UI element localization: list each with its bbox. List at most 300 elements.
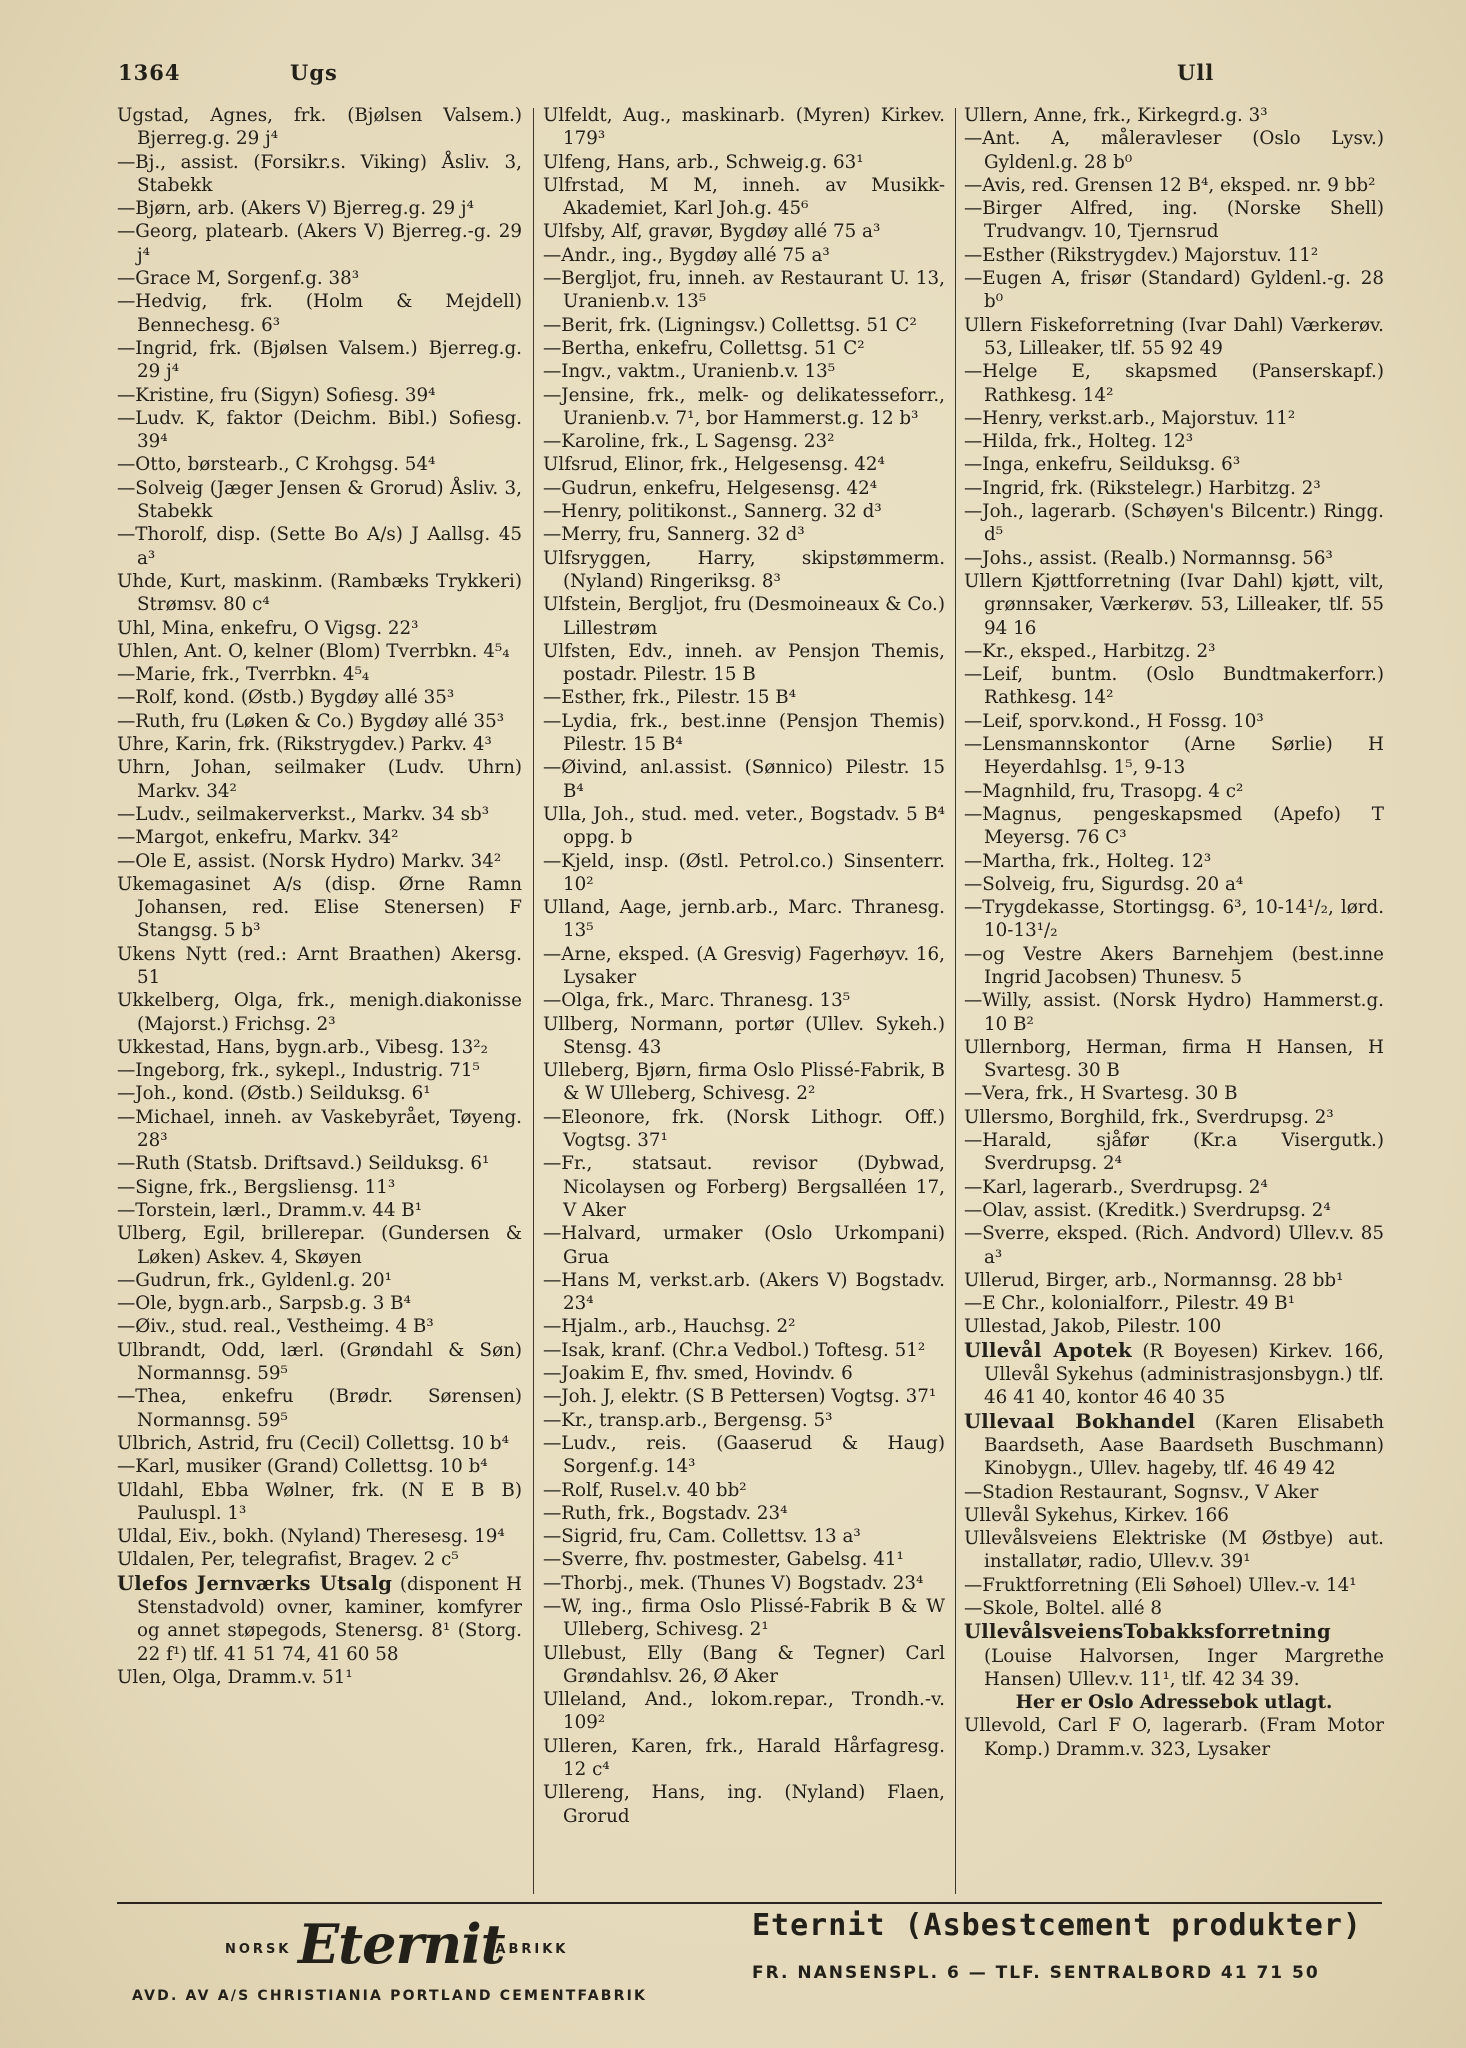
entry-text: Ulfeldt, Aug., maskinarb. (Myren) Kirkev. 179³ (543, 105, 951, 150)
entry-text: —Torstein, lærl., Dramm.v. 44 B¹ (117, 1199, 423, 1221)
directory-entry (964, 989, 1390, 1036)
directory-entry (117, 1385, 528, 1432)
entry-text: —Henry, politikonst., Sannerg. 32 d³ (543, 501, 882, 523)
directory-entry (964, 477, 1384, 500)
directory-entry (543, 1735, 951, 1782)
directory-entry (543, 477, 945, 500)
directory-entry (543, 244, 945, 267)
entry-text: (disponent H Stenstadvold) ovner, kaminer, komfyrer og annet støpegods, Stenersg. 8¹ (Storg. 22 f¹) tlf. 41 51 74, 41 60 58 (137, 1573, 528, 1665)
directory-entry (543, 1409, 945, 1432)
directory-entry (543, 593, 951, 640)
entry-text: —Arne, eksped. (A Gresvig) Fagerhøyv. 16, Lysaker (543, 943, 951, 988)
entry-text: —Eleonore, frk. (Norsk Lithogr. Off.) Vogtsg. 37¹ (543, 1106, 951, 1152)
directory-entry (543, 1572, 945, 1595)
entry-text: —Ole E, assist. (Norsk Hydro) Markv. 34² (117, 850, 502, 872)
directory-entry (117, 733, 522, 756)
entry-text: Ulfsryggen, Harry, skipstømmerm. (Nyland) Ringeriksg. 8³ (543, 547, 951, 592)
entry-text: —Ludv., reis. (Gaaserud & Haug) Sorgenf.g. 14³ (543, 1432, 951, 1478)
directory-entry (117, 523, 528, 570)
directory-entry (964, 1504, 1384, 1527)
directory-entry (964, 360, 1390, 407)
column-divider (533, 108, 534, 1894)
entry-text: —Fr., statsaut. revisor (Dybwad, Nicolaysen og Forberg) Bergsalléen 17, V Aker (543, 1153, 951, 1221)
entry-text: Uhl, Mina, enkefru, O Vigsg. 22³ (117, 617, 419, 639)
entry-text: —Willy, assist. (Norsk Hydro) Hammerst.g. 10 B² (964, 990, 1390, 1035)
directory-entry (964, 1338, 1390, 1410)
entry-text: —Signe, frk., Bergsliensg. 11³ (117, 1176, 396, 1198)
entry-text: —Ruth, fru (Løken & Co.) Bygdøy allé 35³ (117, 710, 505, 732)
entry-text: —W, ing., firma Oslo Plissé-Fabrik B & W Ulleberg, Schivesg. 2¹ (543, 1596, 951, 1641)
entry-text: —Øiv., stud. real., Vestheimg. 4 B³ (117, 1316, 434, 1338)
entry-text: —Johs., assist. (Realb.) Normannsg. 56³ (964, 547, 1333, 569)
directory-entry (964, 1222, 1390, 1269)
entry-text: —og Vestre Akers Barnehjem (best.inne Ingrid Jacobsen) Thunesv. 5 (964, 943, 1390, 988)
directory-entry (117, 663, 522, 686)
entry-text: —Isak, kranf. (Chr.a Vedbol.) Toftesg. 51² (543, 1339, 926, 1361)
entry-text: —Bertha, enkefru, Collettsg. 51 C² (543, 337, 865, 359)
entry-text: —Magnus, pengeskapsmed (Apefo) T Meyersg. 76 C³ (964, 803, 1390, 849)
directory-entry (117, 1315, 522, 1338)
directory-entry (543, 360, 945, 383)
entry-text: —Martha, frk., Holteg. 12³ (964, 850, 1212, 872)
directory-entry (964, 1527, 1390, 1574)
directory-entry (964, 197, 1390, 244)
entry-text: Uhlen, Ant. O, kelner (Blom) Tverrbkn. 4⁵₄ (117, 640, 510, 662)
entry-text: Ullernborg, Herman, firma H Hansen, H Svartesg. 30 B (964, 1036, 1390, 1082)
entry-text: Ulland, Aage, jernb.arb., Marc. Thranesg. 13⁵ (543, 897, 951, 942)
directory-entry (117, 1666, 522, 1689)
column-3 (964, 104, 1390, 1900)
entry-text: Ulleren, Karen, frk., Harald Hårfagresg. 12 c⁴ (543, 1735, 951, 1781)
entry-text: —Ingv., vaktm., Uranienb.v. 13⁵ (543, 361, 836, 383)
directory-entry (543, 803, 951, 850)
entry-text: Ukkestad, Hans, bygn.arb., Vibesg. 13²₂ (117, 1036, 488, 1058)
directory-entry (964, 500, 1390, 547)
entry-text: —E Chr., kolonialforr., Pilestr. 49 B¹ (964, 1293, 1296, 1315)
entry-text: —Margot, enkefru, Markv. 34² (117, 827, 399, 849)
entry-text: —Skole, Boltel. allé 8 (964, 1598, 1162, 1619)
directory-entry (117, 1222, 528, 1269)
directory-entry (543, 1059, 951, 1106)
entry-text: —Lensmannskontor (Arne Sørlie) H Heyerdahlsg. 1⁵, 9-13 (964, 734, 1390, 779)
directory-entry (117, 873, 528, 943)
entry-text: —Kjeld, insp. (Østl. Petrol.co.) Sinsenterr. 10² (543, 850, 951, 895)
directory-entry (964, 1269, 1384, 1292)
entry-text: —Ruth, frk., Bogstadv. 23⁴ (543, 1502, 788, 1524)
directory-entry (543, 1595, 951, 1642)
entry-text: —Bergljot, fru, inneh. av Restaurant U. 13, Uranienb.v. 13⁵ (543, 268, 951, 313)
entry-business-name: Ullevaal Bokhandel (964, 1409, 1196, 1433)
entry-text: Ullersmo, Borghild, frk., Sverdrupsg. 2³ (964, 1106, 1334, 1128)
directory-entry (964, 1315, 1384, 1338)
directory-entry (964, 1082, 1384, 1105)
entry-text: —Hans M, verkst.arb. (Akers V) Bogstadv. 23⁴ (543, 1269, 951, 1315)
entry-text: Ukkelberg, Olga, frk., menigh.diakonisse (Majorst.) Frichsg. 2³ (117, 990, 528, 1035)
entry-text: —Thorolf, disp. (Sette Bo A/s) J Aallsg. 45 a³ (117, 524, 528, 569)
entry-text: —Avis, red. Grensen 12 B⁴, eksped. nr. 9 bb² (964, 174, 1376, 196)
directory-entry (964, 1106, 1384, 1129)
directory-entry (543, 267, 951, 314)
directory-entry (117, 267, 522, 290)
directory-entry (543, 640, 951, 687)
entry-text: —Fruktforretning (Eli Søhoel) Ullev.-v. 14¹ (964, 1574, 1357, 1596)
directory-entry (543, 686, 945, 709)
directory-entry (964, 1714, 1390, 1761)
directory-entry (964, 1199, 1384, 1222)
directory-entry (543, 850, 951, 897)
entry-business-name: Ulefos Jernværks Utsalg (117, 1571, 393, 1595)
entry-text: Ulleberg, Bjørn, firma Oslo Plissé-Fabrik, B & W Ulleberg, Schivesg. 2² (543, 1060, 951, 1105)
entry-text: —Thea, enkefru (Brødr. Sørensen) Normannsg. 59⁵ (117, 1386, 528, 1431)
entry-text: Ulfstein, Bergljot, fru (Desmoineaux & Co.) Lillestrøm (543, 594, 951, 639)
directory-entry (964, 1691, 1384, 1714)
directory-entry (117, 197, 522, 220)
directory-entry (543, 1688, 951, 1735)
directory-entry (964, 710, 1384, 733)
entry-text: —Rolf, Rusel.v. 40 bb² (543, 1479, 747, 1501)
entry-text: —Karoline, frk., L Sagensg. 23² (543, 431, 835, 453)
entry-text: Ulfsby, Alf, gravør, Bygdøy allé 75 a³ (543, 221, 881, 243)
directory-entry (543, 453, 945, 476)
entry-text: —Karl, lagerarb., Sverdrupsg. 2⁴ (964, 1176, 1268, 1198)
directory-entry (964, 850, 1384, 873)
directory-entry (543, 710, 951, 757)
entry-text: —Hedvig, frk. (Holm & Mejdell) Bennechesg. 6³ (117, 291, 528, 336)
directory-entry (117, 220, 528, 267)
entry-business-name: UllevålsveiensTobakksforretning (964, 1620, 1331, 1644)
entry-text: —Karl, musiker (Grand) Collettsg. 10 b⁴ (117, 1456, 488, 1478)
column-2 (543, 104, 951, 1900)
entry-text: Uldalen, Per, telegrafist, Bragev. 2 c⁵ (117, 1549, 459, 1571)
eternit-logo: Eternit (298, 1912, 505, 1976)
entry-text: —Sverre, fhv. postmester, Gabelsg. 41¹ (543, 1549, 904, 1571)
directory-entry (117, 686, 522, 709)
directory-entry (543, 547, 951, 594)
directory-entry (117, 570, 528, 617)
entry-text: Ulbrich, Astrid, fru (Cecil) Collettsg. 10 b⁴ (117, 1432, 509, 1454)
directory-entry (964, 1129, 1390, 1176)
directory-entry (964, 1036, 1390, 1083)
entry-business-name: Ullevål Apotek (964, 1338, 1132, 1362)
directory-entry (117, 1269, 522, 1292)
directory-entry (117, 989, 528, 1036)
entry-text: Ulfrstad, M M, inneh. av Musikk-Akademiet, Karl Joh.g. 45⁶ (543, 174, 945, 220)
directory-entry (964, 453, 1384, 476)
directory-entry (117, 104, 528, 151)
directory-entry (117, 1432, 522, 1455)
entry-text: Ullern, Anne, frk., Kirkegrd.g. 3³ (964, 105, 1268, 126)
entry-text: Ullevold, Carl F O, lagerarb. (Fram Motor Komp.) Dramm.v. 323, Lysaker (964, 1715, 1390, 1760)
entry-text: (Louise Halvorsen, Inger Margrethe Hansen) Ullev.v. 11¹, tlf. 42 34 39. (984, 1622, 1390, 1690)
entry-text: —Georg, platearb. (Akers V) Bjerreg.-g. 29 j⁴ (117, 221, 528, 266)
entry-text: —Gudrun, enkefru, Helgesensg. 42⁴ (543, 477, 878, 499)
entry-text: —Esther, frk., Pilestr. 15 B⁴ (543, 687, 797, 709)
directory-entry (543, 314, 945, 337)
ad-norsk: NORSK (225, 1942, 292, 1957)
entry-text: —Grace M, Sorgenf.g. 38³ (117, 268, 360, 290)
directory-entry (964, 1292, 1384, 1315)
entry-text: Ulleland, And., lokom.repar., Trondh.-v. 109² (543, 1689, 951, 1734)
entry-text: Uldahl, Ebba Wølner, frk. (N E B B) Pauluspl. 1³ (117, 1479, 528, 1524)
entry-text: —Joh., lagerarb. (Schøyen's Bilcentr.) Ringg. d⁵ (964, 501, 1390, 546)
entry-text: —Helge E, skapsmed (Panserskapf.) Rathkesg. 14² (964, 361, 1390, 406)
entry-text: —Eugen A, frisør (Standard) Gyldenl.-g. 28 b⁰ (964, 268, 1390, 313)
column-divider (955, 108, 956, 1894)
page-number: 1364 (118, 60, 181, 85)
directory-entry (117, 1199, 522, 1222)
directory-entry (543, 151, 945, 174)
entry-text: —Henry, verkst.arb., Majorstuv. 11² (964, 407, 1296, 429)
directory-entry (964, 407, 1384, 430)
directory-entry (543, 1222, 951, 1269)
directory-entry (543, 384, 951, 431)
directory-entry (117, 617, 522, 640)
entry-text: (R Boyesen) Kirkev. 166, Ullevål Sykehus (administrasjonsbygn.) tlf. 46 41 40, kontor 46 40 35 (984, 1340, 1390, 1409)
entry-text: —Lydia, frk., best.inne (Pensjon Themis) Pilestr. 15 B⁴ (543, 710, 951, 756)
directory-entry (543, 1548, 945, 1571)
entry-text: —Ludv., seilmakerverkst., Markv. 34 sb³ (117, 803, 490, 825)
directory-entry (964, 1176, 1384, 1199)
entry-text: —Bj., assist. (Forsikr.s. Viking) Åsliv. 3, Stabekk (117, 151, 528, 196)
directory-entry (964, 803, 1390, 850)
directory-entry (543, 1269, 951, 1316)
directory-entry (964, 104, 1384, 127)
directory-entry (543, 1339, 945, 1362)
entry-text: —Andr., ing., Bygdøy allé 75 a³ (543, 244, 830, 266)
entry-text: —Olav, assist. (Kreditk.) Sverdrupsg. 2⁴ (964, 1199, 1331, 1221)
directory-entry (117, 1479, 528, 1526)
entry-text: —Birger Alfred, ing. (Norske Shell) Trudvangv. 10, Tjernsrud (964, 198, 1390, 243)
directory-entry (117, 337, 528, 384)
ad-title: Eternit (Asbestcement produkter) (752, 1908, 1362, 1943)
eternit-text-advert (752, 1908, 1392, 1983)
directory-entry (543, 500, 945, 523)
directory-entry (543, 1502, 945, 1525)
entry-text: Ullestad, Jakob, Pilestr. 100 (964, 1316, 1222, 1338)
entry-text: —Otto, børstearb., C Krohgsg. 54⁴ (117, 454, 436, 476)
entry-text: —Sverre, eksped. (Rich. Andvord) Ullev.v. 85 a³ (964, 1223, 1390, 1268)
directory-entry (117, 710, 522, 733)
directory-entry (117, 1152, 522, 1175)
directory-entry (964, 663, 1390, 710)
entry-text: Ulberg, Egil, brillerepar. (Gundersen & Løken) Askev. 4, Skøyen (117, 1223, 528, 1268)
entry-text: —Olga, frk., Marc. Thranesg. 13⁵ (543, 990, 851, 1012)
directory-entry (117, 803, 522, 826)
entry-text: —Jensine, frk., melk- og delikatesseforr., Uranienb.v. 7¹, bor Hammerst.g. 12 b³ (543, 384, 951, 429)
entry-text: —Thorbj., mek. (Thunes V) Bogstadv. 23⁴ (543, 1572, 924, 1594)
directory-entry (543, 1642, 951, 1689)
entry-text: —Ingeborg, frk., sykepl., Industrig. 71⁵ (117, 1060, 480, 1082)
directory-entry (543, 523, 945, 546)
entry-text: Ulfeng, Hans, arb., Schweig.g. 63¹ (543, 151, 864, 173)
entry-text: —Ole, bygn.arb., Sarpsb.g. 3 B⁴ (117, 1293, 411, 1315)
entry-text: —Kr., transp.arb., Bergensg. 5³ (543, 1409, 833, 1431)
entry-text: —Ruth (Statsb. Driftsavd.) Seilduksg. 6¹ (117, 1153, 490, 1175)
directory-entry (117, 1036, 522, 1059)
directory-entry (543, 1152, 951, 1222)
directory-entry (964, 267, 1390, 314)
entry-text: —Bjørn, arb. (Akers V) Bjerreg.g. 29 j⁴ (117, 198, 474, 220)
entry-text: —Ingrid, frk. (Rikstelegr.) Harbitzg. 2³ (964, 477, 1321, 499)
entry-text: Ullern Fiskeforretning (Ivar Dahl) Værkerøv. 53, Lilleaker, tlf. 55 92 49 (964, 314, 1390, 359)
directory-entry (964, 314, 1390, 361)
entry-text: —Hilda, frk., Holteg. 12³ (964, 431, 1194, 453)
directory-entry (543, 896, 951, 943)
ad-address: FR. NANSENSPL. 6 — TLF. SENTRALBORD 41 71 50 (752, 1963, 1320, 1983)
directory-entry (117, 290, 528, 337)
entry-text: —Hjalm., arb., Hauchsg. 2² (543, 1316, 796, 1338)
directory-entry (543, 174, 945, 221)
entry-text: —Leif, buntm. (Oslo Bundtmakerforr.) Rathkesg. 14² (964, 664, 1390, 709)
entry-text: —Magnhild, fru, Trasopg. 4 c² (964, 780, 1244, 802)
directory-entry (117, 453, 522, 476)
entry-text: —Stadion Restaurant, Sognsv., V Aker (964, 1481, 1319, 1503)
directory-entry (117, 1292, 522, 1315)
directory-entry (964, 127, 1390, 174)
entry-text: —Esther (Rikstrygdev.) Majorstuv. 11² (964, 244, 1319, 266)
entry-text: —Merry, fru, Sannerg. 32 d³ (543, 524, 805, 546)
directory-entry (964, 1597, 1384, 1620)
directory-entry (543, 220, 945, 243)
directory-entry (117, 943, 528, 990)
entry-text: —Rolf, kond. (Østb.) Bygdøy allé 35³ (117, 687, 455, 709)
directory-entry (964, 873, 1384, 896)
directory-entry (543, 1781, 951, 1828)
ad-subline: AVD. AV A/S CHRISTIANIA PORTLAND CEMENTFABRIK (132, 1988, 648, 2004)
directory-entry (543, 1385, 945, 1408)
column-1 (117, 104, 528, 1900)
directory-entry (964, 640, 1384, 663)
entry-text: —Trygdekasse, Stortingsg. 6³, 10-14¹/₂, lørd. 10-13¹/₂ (964, 897, 1390, 942)
eternit-logo-advert (130, 1910, 650, 2020)
entry-text: Ukens Nytt (red.: Arnt Braathen) Akersg. 51 (117, 943, 528, 988)
entry-text: Ullberg, Normann, portør (Ullev. Sykeh.) Stensg. 43 (543, 1013, 951, 1058)
entry-text: Ullerud, Birger, arb., Normannsg. 28 bb¹ (964, 1269, 1344, 1291)
entry-text: —Joh. J, elektr. (S B Pettersen) Vogtsg. 37¹ (543, 1386, 937, 1408)
entry-text: —Berit, frk. (Ligningsv.) Collettsg. 51 C² (543, 314, 917, 336)
entry-text: Ulen, Olga, Dramm.v. 51¹ (117, 1666, 353, 1688)
directory-entry (964, 430, 1384, 453)
directory-entry (543, 943, 951, 990)
directory-entry (543, 1315, 945, 1338)
entry-text: —Ludv. K, faktor (Deichm. Bibl.) Sofiesg. 39⁴ (117, 407, 528, 453)
entry-text: —Halvard, urmaker (Oslo Urkompani) Grua (543, 1223, 951, 1268)
directory-entry (964, 733, 1390, 780)
entry-text: —Solveig, fru, Sigurdsg. 20 a⁴ (964, 873, 1244, 895)
directory-entry (543, 1013, 951, 1060)
directory-entry (117, 477, 528, 524)
entry-text: —Solveig (Jæger Jensen & Grorud) Åsliv. 3, Stabekk (117, 477, 528, 523)
entry-text: —Inga, enkefru, Seilduksg. 6³ (964, 454, 1241, 476)
entry-text: —Vera, frk., H Svartesg. 30 B (964, 1083, 1238, 1105)
advert-divider (117, 1902, 1382, 1904)
directory-entry (964, 244, 1384, 267)
entry-text: —Kr., eksped., Harbitzg. 2³ (964, 640, 1216, 662)
directory-entry (964, 547, 1384, 570)
directory-entry (543, 430, 945, 453)
directory-entry (117, 1571, 528, 1666)
entry-text: —Sigrid, fru, Cam. Collettsv. 13 a³ (543, 1526, 861, 1548)
right-guide-word: Ull (1177, 60, 1215, 85)
directory-entry (117, 384, 522, 407)
entry-text: (Karen Elisabeth Baardseth, Aase Baardseth Buschmann) Kinobygn., Ullev. hageby, tlf. 46 49 42 (984, 1411, 1390, 1480)
entry-text: —Leif, sporv.kond., H Fossg. 10³ (964, 710, 1264, 732)
directory-entry (117, 1176, 522, 1199)
directory-entry (964, 174, 1384, 197)
entry-text: —Kristine, fru (Sigyn) Sofiesg. 39⁴ (117, 384, 436, 406)
entry-text: Uhre, Karin, frk. (Rikstrygdev.) Parkv. 4³ (117, 734, 492, 756)
entry-text: Uhrn, Johan, seilmaker (Ludv. Uhrn) Markv. 34² (117, 757, 528, 802)
entry-text: —Harald, sjåfør (Kr.a Visergutk.) Sverdrupsg. 2⁴ (964, 1130, 1390, 1175)
entry-text: Ullern Kjøttforretning (Ivar Dahl) kjøtt, vilt, grønnsaker, Værkerøv. 53, Lilleaker, tlf. 55 94 16 (964, 570, 1390, 639)
directory-entry (964, 1409, 1390, 1481)
entry-text: Ullebust, Elly (Bang & Tegner) Carl Grøndahlsv. 26, Ø Aker (543, 1642, 951, 1687)
entry-text: Ulfsten, Edv., inneh. av Pensjon Themis, postadr. Pilestr. 15 B (543, 640, 951, 686)
directory-entry (117, 1339, 528, 1386)
directory-entry (543, 1479, 945, 1502)
entry-text: Ukemagasinet A/s (disp. Ørne Ramn Johansen, red. Elise Stenersen) F Stangsg. 5 b³ (117, 873, 528, 942)
directory-entry (964, 570, 1390, 640)
entry-text: Uldal, Eiv., bokh. (Nyland) Theresesg. 19⁴ (117, 1526, 505, 1548)
directory-entry (117, 407, 528, 454)
directory-entry (117, 640, 522, 663)
entry-text: Ulla, Joh., stud. med. veter., Bogstadv. 5 B⁴ oppg. b (543, 803, 951, 849)
directory-entry (117, 1059, 522, 1082)
entry-text: —Marie, frk., Tverrbkn. 4⁵₄ (117, 664, 370, 686)
notice-text: Her er Oslo Adressebok utlagt. (1015, 1692, 1333, 1714)
entry-text: —Joakim E, fhv. smed, Hovindv. 6 (543, 1363, 853, 1385)
directory-entry (117, 1082, 522, 1105)
directory-entry (117, 1548, 522, 1571)
entry-text: —Michael, inneh. av Vaskebyrået, Tøyeng. 28³ (117, 1106, 528, 1152)
entry-text: Ullereng, Hans, ing. (Nyland) Flaen, Grorud (543, 1782, 951, 1827)
directory-entry (543, 104, 951, 151)
ad-fabrikk: FABRIKK (485, 1942, 569, 1957)
directory-entry (117, 1455, 522, 1478)
directory-entry (117, 850, 522, 873)
directory-entry (543, 1106, 951, 1153)
directory-entry (964, 1574, 1384, 1597)
entry-text: Ulbrandt, Odd, lærl. (Grøndahl & Søn) Normannsg. 59⁵ (117, 1339, 528, 1385)
directory-entry (117, 151, 528, 198)
entry-text: —Gudrun, frk., Gyldenl.g. 20¹ (117, 1269, 392, 1291)
entry-text: Uhde, Kurt, maskinm. (Rambæks Trykkeri) Strømsv. 80 c⁴ (117, 570, 528, 616)
directory-entry (964, 1481, 1384, 1504)
entry-text: Ullevål Sykehus, Kirkev. 166 (964, 1504, 1229, 1526)
entry-text: Ugstad, Agnes, frk. (Bjølsen Valsem.) Bjerreg.g. 29 j⁴ (117, 105, 528, 150)
directory-entry (543, 1525, 945, 1548)
directory-entry (543, 989, 945, 1012)
entry-text: —Ingrid, frk. (Bjølsen Valsem.) Bjerreg.g. 29 j⁴ (117, 337, 528, 383)
entry-text: —Ant. A, måleravleser (Oslo Lysv.) Gyldenl.g. 28 b⁰ (964, 128, 1390, 173)
directory-entry (117, 756, 528, 803)
directory-entry (117, 826, 522, 849)
directory-entry (964, 1620, 1390, 1691)
directory-entry (543, 756, 951, 803)
directory-entry (964, 896, 1390, 943)
directory-entry (964, 943, 1390, 990)
directory-entry (117, 1525, 522, 1548)
directory-entry (543, 1362, 945, 1385)
directory-entry (117, 1106, 528, 1153)
directory-entry (543, 337, 945, 360)
entry-text: Ulfsrud, Elinor, frk., Helgesensg. 42⁴ (543, 454, 885, 476)
left-guide-word: Ugs (290, 60, 338, 85)
directory-entry (964, 780, 1384, 803)
directory-entry (543, 1432, 951, 1479)
entry-text: —Joh., kond. (Østb.) Seilduksg. 6¹ (117, 1083, 431, 1105)
entry-text: —Øivind, anl.assist. (Sønnico) Pilestr. 15 B⁴ (543, 757, 951, 802)
